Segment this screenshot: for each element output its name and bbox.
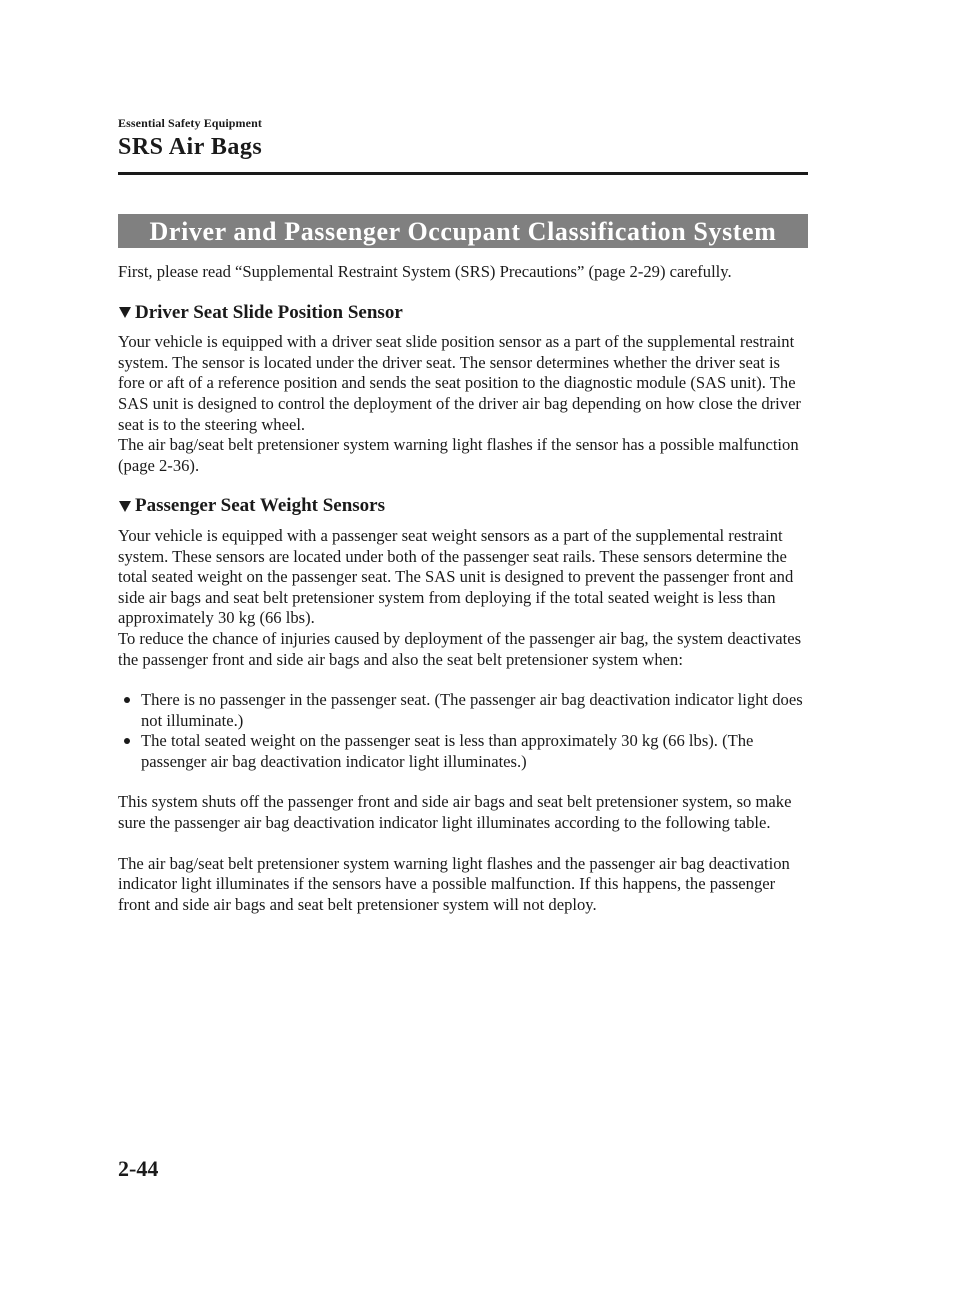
body-paragraph: Your vehicle is equipped with a passenger seat weight sensors as a part of the supplemental restraint system. These sensors are located under both of the passenger seat rails. These sensors determine the total seated weight on the passenger seat. The SAS unit is designed to prevent the passenger front and side air bags and seat belt pretensioner system from deploying if the total seated weight is less than approximately 30 kg (66 lbs). bbox=[118, 525, 794, 628]
subsection-heading-text: Driver Seat Slide Position Sensor bbox=[135, 301, 403, 323]
body-paragraph: The air bag/seat belt pretensioner system warning light flashes and the passenger air bag deactivation indicator light illuminates if the sensors have a possible malfunction. If this happens, the passenger front and side air bags and seat belt pretensioner system will not deploy. bbox=[118, 853, 790, 914]
subsection-heading-text: Passenger Seat Weight Sensors bbox=[135, 495, 385, 517]
list-item-text: The total seated weight on the passenger seat is less than approximately 30 kg (66 lbs). (The passenger air bag deactivation indicator light illuminates.) bbox=[141, 731, 754, 771]
section-banner: Driver and Passenger Occupant Classification System bbox=[118, 214, 808, 248]
bullet-icon bbox=[124, 697, 130, 703]
page-number: 2-44 bbox=[118, 1156, 159, 1181]
body-paragraph: The air bag/seat belt pretensioner system warning light flashes if the sensor has a possible malfunction (page 2-36). bbox=[118, 435, 799, 475]
page-content bbox=[118, 262, 808, 915]
triangle-down-icon bbox=[119, 307, 131, 318]
list-item-text: There is no passenger in the passenger seat. (The passenger air bag deactivation indicator light does not illuminate.) bbox=[141, 690, 803, 730]
bullet-icon bbox=[124, 738, 130, 744]
subsection-heading bbox=[118, 303, 808, 324]
header-rule bbox=[118, 172, 808, 175]
body-paragraph: Your vehicle is equipped with a driver seat slide position sensor as a part of the supplemental restraint system. The sensor is located under the driver seat. The sensor determines whether the driver seat is fore or aft of a reference position and sends the seat position to the diagnostic module (SAS unit). The SAS unit is designed to control the deployment of the driver air bag depending on how close the driver seat is to the steering wheel. bbox=[118, 332, 801, 434]
triangle-down-icon bbox=[119, 501, 131, 512]
header-title: SRS Air Bags bbox=[118, 134, 263, 160]
body-paragraph: To reduce the chance of injuries caused by deployment of the passenger air bag, the system deactivates the passenger front and side air bags and also the seat belt pretensioner system when: bbox=[118, 628, 802, 669]
bullet-list bbox=[118, 690, 808, 772]
list-item bbox=[118, 731, 808, 772]
body-paragraph: This system shuts off the passenger front and side air bags and seat belt pretensioner system, so make sure the passenger air bag deactivation indicator light illuminates according to the following table. bbox=[118, 792, 792, 833]
subsection-heading bbox=[118, 496, 808, 517]
intro-paragraph: First, please read “Supplemental Restraint System (SRS) Precautions” (page 2-29) carefully. bbox=[118, 262, 732, 281]
list-item bbox=[118, 690, 808, 731]
subsection-passenger-seat bbox=[118, 496, 808, 915]
subsection-driver-seat bbox=[118, 303, 808, 477]
header-section-label: Essential Safety Equipment bbox=[118, 116, 262, 130]
